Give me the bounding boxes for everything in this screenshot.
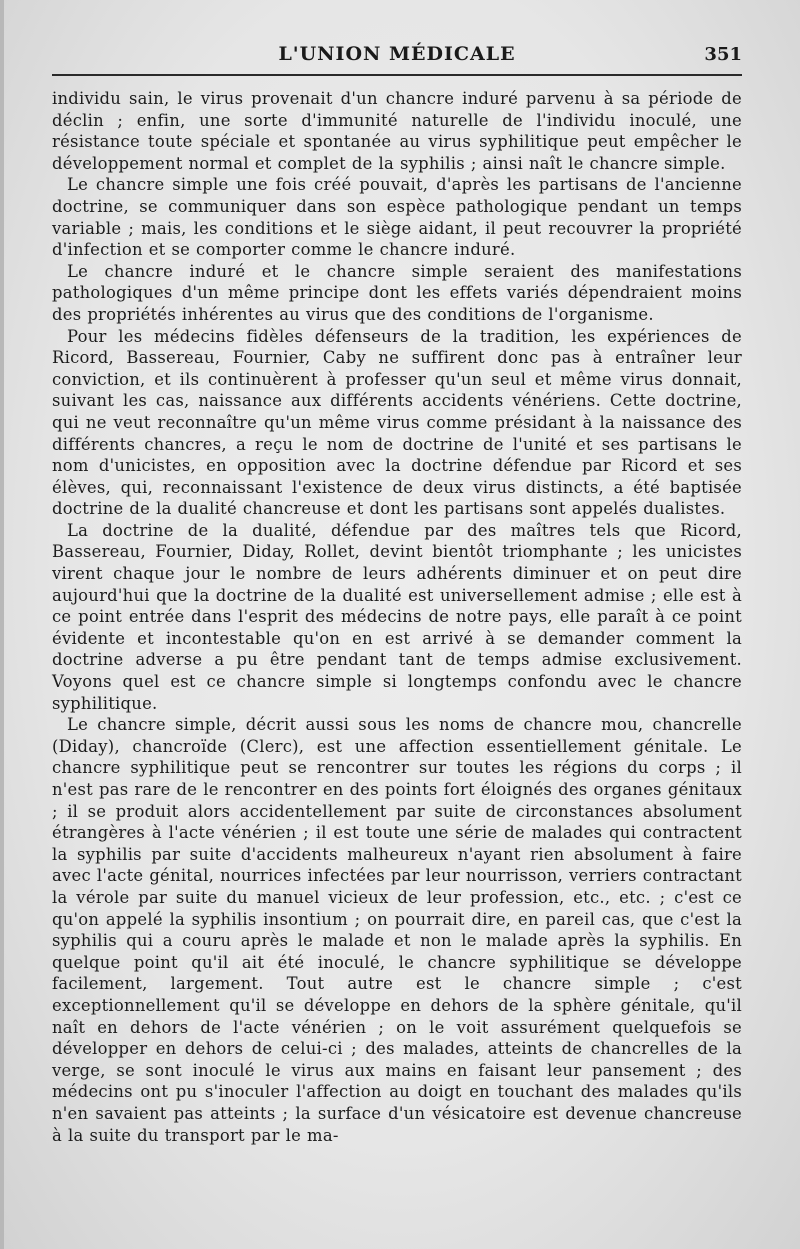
page-header	[52, 43, 742, 73]
body-text	[52, 88, 742, 1146]
paragraph: La doctrine de la dualité, défendue par des maîtres tels que Ricord, Bassereau, Fournier, Diday, Rollet, devint bientôt triomphante ; les unicistes virent chaque jour le nombre de leurs adhérents diminuer et on peut dire aujourd'hui que la doctrine de la dualité est universellement admise ; elle est à ce point entrée dans l'esprit des médecins de notre pays, elle paraît à ce point évidente et incontestable qu'on en est arrivé à se demander comment la doctrine adverse a pu être pendant tant de temps admise exclusivement. Voyons quel est ce chancre simple si longtemps confondu avec le chancre syphilitique.	[52, 520, 742, 713]
paragraph: individu sain, le virus provenait d'un chancre induré parvenu à sa période de déclin ; enfin, une sorte d'immunité naturelle de l'individu inoculé, une résistance toute spéciale et spontanée au virus syphilitique peut empêcher le développement normal et complet de la syphilis ; ainsi naît le chancre simple.	[52, 89, 742, 173]
paragraph: Pour les médecins fidèles défenseurs de la tradition, les expériences de Ricord, Bassereau, Fournier, Caby ne suffirent donc pas à entraîner leur conviction, et ils continuèrent à professer qu'un seul et même virus donnait, suivant les cas, naissance aux différents accidents vénériens. Cette doctrine, qui ne veut reconnaître qu'un même virus comme présidant à la naissance des différents chancres, a reçu le nom de doctrine de l'unité et ses partisans le nom d'unicistes, en opposition avec la doctrine défendue par Ricord et ses élèves, qui, reconnaissant l'existence de deux virus distincts, a été baptisée doctrine de la dualité chancreuse et dont les partisans sont appelés dualistes.	[52, 326, 742, 519]
running-title: L'UNION MÉDICALE	[278, 43, 516, 65]
page-number: 351	[704, 44, 742, 65]
header-rule	[52, 74, 742, 76]
paragraph: Le chancre simple, décrit aussi sous les noms de chancre mou, chancrelle (Diday), chancroïde (Clerc), est une affection essentiellement génitale. Le chancre syphilitique peut se rencontrer sur toutes les régions du corps ; il n'est pas rare de le rencontrer en des points fort éloignés des organes génitaux ; il se produit alors accidentellement par suite de circonstances absolument étrangères à l'acte vénérien ; il est toute une série de malades qui contractent la syphilis par suite d'accidents malheureux n'ayant rien absolument à faire avec l'acte génital, nourrices infectées par leur nourrisson, verriers contractant la vérole par suite du manuel vicieux de leur profession, etc., etc. ; c'est ce qu'on appelé la syphilis insontium ; on pourrait dire, en pareil cas, que c'est la syphilis qui a couru après le malade et non le malade après la syphilis. En quelque point qu'il ait été inoculé, le chancre syphilitique se développe facilement, largement. Tout autre est le chancre simple ; c'est exceptionnellement qu'il se développe en dehors de la sphère génitale, qu'il naît en dehors de l'acte vénérien ; on le voit assurément quelquefois se développer en dehors de celui-ci ; des malades, atteints de chancrelles de la verge, se sont inoculé le virus aux mains en faisant leur pansement ; des médecins ont pu s'inoculer l'affection au doigt en touchant des malades qu'ils n'en savaient pas atteints ; la surface d'un vésicatoire est devenue chancreuse à la suite du transport par le ma-	[52, 715, 742, 1145]
paragraph: Le chancre induré et le chancre simple seraient des manifestations pathologiques d'un même principe dont les effets variés dépendraient moins des propriétés inhérentes au virus que des conditions de l'organisme.	[52, 261, 742, 324]
paragraph: Le chancre simple une fois créé pouvait, d'après les partisans de l'ancienne doctrine, se communiquer dans son espèce pathologique pendant un temps variable ; mais, les conditions et le siège aidant, il peut recouvrer la propriété d'infection et se comporter comme le chancre induré.	[52, 175, 742, 260]
